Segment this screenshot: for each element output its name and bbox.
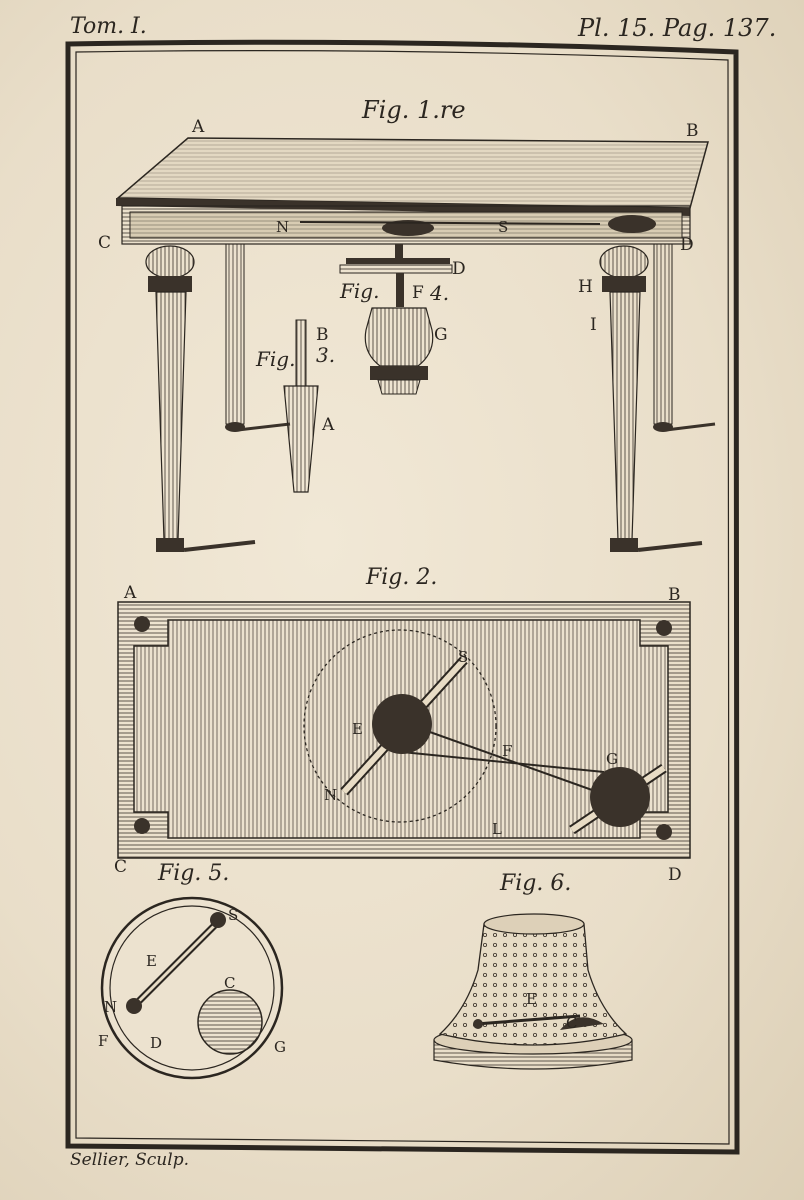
fig5-label-g: G bbox=[274, 1038, 286, 1056]
fig2-label-a: A bbox=[124, 583, 137, 603]
fig4-label-f: F bbox=[412, 283, 424, 303]
fig2-label-s: S bbox=[458, 648, 469, 666]
fig1-label-h: H bbox=[578, 277, 593, 297]
fig1-label-s: S bbox=[498, 218, 509, 236]
fig2-label-e: E bbox=[352, 720, 363, 738]
fig3-title: Fig. bbox=[256, 347, 296, 371]
fig1-label-i: I bbox=[590, 315, 597, 335]
fig4-spindle-drawing bbox=[340, 244, 452, 394]
fig3-label-b: B bbox=[316, 325, 329, 345]
fig4-title-number: 4. bbox=[430, 281, 450, 305]
fig5-label-n: N bbox=[104, 998, 118, 1016]
fig2-label-f: F bbox=[502, 742, 513, 760]
fig1-label-c: C bbox=[98, 233, 112, 253]
fig2-label-g: G bbox=[606, 750, 618, 768]
fig3-label-a: A bbox=[322, 415, 335, 435]
fig2-label-d: D bbox=[668, 865, 682, 885]
fig6-label-c: C bbox=[566, 1014, 578, 1032]
fig5-disc-drawing bbox=[102, 898, 282, 1078]
fig4-label-g: G bbox=[434, 325, 448, 345]
fig1-label-a: A bbox=[192, 117, 205, 137]
fig5-label-f: F bbox=[98, 1032, 109, 1050]
engraver-signature: Sellier, Sculp. bbox=[70, 1150, 189, 1170]
fig2-title: Fig. 2. bbox=[366, 565, 438, 590]
fig6-title: Fig. 6. bbox=[500, 871, 572, 896]
fig2-plan-drawing bbox=[118, 602, 690, 858]
fig1-label-n: N bbox=[276, 218, 290, 236]
fig3-title-number: 3. bbox=[316, 343, 336, 367]
fig2-label-b: B bbox=[668, 585, 681, 605]
fig5-label-d: D bbox=[150, 1034, 163, 1052]
fig5-label-c: C bbox=[224, 974, 236, 992]
fig1-label-b: B bbox=[686, 121, 699, 141]
fig4-label-d: D bbox=[452, 259, 466, 279]
fig5-title: Fig. 5. bbox=[158, 861, 230, 886]
volume-label: Tom. I. bbox=[70, 14, 147, 39]
fig2-label-c: C bbox=[114, 857, 128, 877]
plate-page-reference: Pl. 15. Pag. 137. bbox=[578, 14, 777, 42]
fig5-label-e: E bbox=[146, 952, 157, 970]
fig6-label-e: E bbox=[526, 990, 537, 1008]
fig4-title: Fig. bbox=[340, 279, 380, 303]
fig1-title: Fig. 1.re bbox=[362, 96, 466, 124]
fig5-label-s: S bbox=[228, 906, 239, 924]
fig1-label-d: D bbox=[680, 235, 694, 255]
fig2-label-l: L bbox=[492, 820, 502, 838]
fig2-label-n: N bbox=[324, 786, 338, 804]
fig3-wedge-drawing bbox=[284, 320, 318, 492]
